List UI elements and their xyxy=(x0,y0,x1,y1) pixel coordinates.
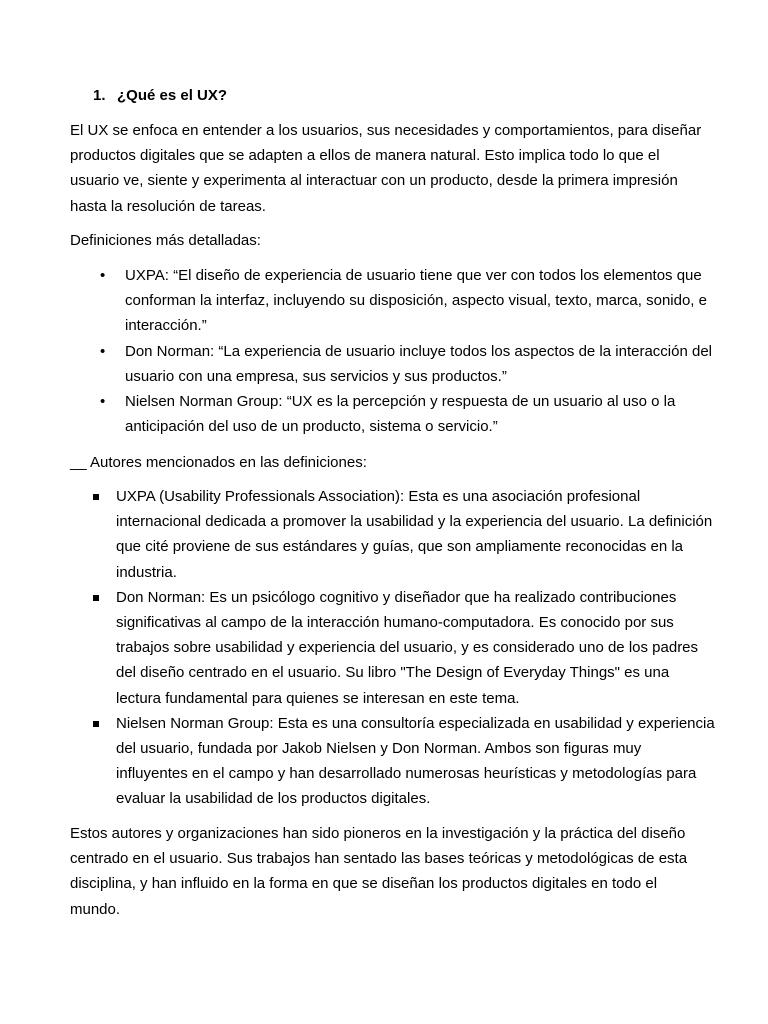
author-item xyxy=(116,585,716,711)
author-text: Nielsen Norman Group: Esta es una consultoría especializada en usabilidad y experiencia del usuario, fundada por Jakob Nielsen y Don Norman. Ambos son figuras muy influyentes en el campo y han desarrollado numerosas heurísticas y metodologías para evaluar la usabilidad de los productos digitales. xyxy=(116,714,715,808)
bullet-icon: • xyxy=(100,342,106,360)
definition-text: UXPA: “El diseño de experiencia de usuario tiene que ver con todos los elementos que conforman la interfaz, incluyendo su disposición, aspecto visual, texto, marca, sonido, e interacción.” xyxy=(125,267,707,335)
intro-paragraph: El UX se enfoca en entender a los usuarios, sus necesidades y comportamientos, para diseñar productos digitales que se adapten a ellos de manera natural. Esto implica todo lo que el usuario ve, siente y experimenta al interactuar con un producto, desde la primera impresión hasta la resolución de tareas. xyxy=(70,122,702,215)
heading-number: 1. xyxy=(93,87,106,104)
definition-item xyxy=(100,263,715,339)
authors-list xyxy=(116,484,716,812)
heading-text: ¿Qué es el UX? xyxy=(117,87,228,104)
definition-item xyxy=(100,389,715,439)
square-bullet-icon xyxy=(93,595,99,601)
definition-text: Nielsen Norman Group: “UX es la percepción y respuesta de un usuario al uso o la anticipación del uso de un producto, sistema o servicio.” xyxy=(125,393,676,436)
square-bullet-icon xyxy=(93,494,99,500)
definitions-label: Definiciones más detalladas: xyxy=(70,232,261,249)
definition-item xyxy=(100,339,715,389)
authors-label: __ Autores mencionados en las definiciones: xyxy=(70,454,367,471)
section-heading xyxy=(93,86,227,106)
author-item xyxy=(116,711,716,812)
square-bullet-icon xyxy=(93,721,99,727)
author-text: UXPA (Usability Professionals Association): Esta es una asociación profesional internacional dedicada a promover la usabilidad y la experiencia del usuario. La definición que cité proviene de sus estándares y guías, que son ampliamente reconocidas en la industria. xyxy=(116,488,713,581)
bullet-icon: • xyxy=(100,393,106,411)
definitions-list xyxy=(100,263,715,439)
definition-text: Don Norman: “La experiencia de usuario incluye todos los aspectos de la interacción del usuario con una empresa, sus servicios y sus productos.” xyxy=(125,342,712,385)
author-text: Don Norman: Es un psicólogo cognitivo y diseñador que ha realizado contribuciones significativas al campo de la interacción humano-computadora. Es conocido por sus trabajos sobre usabilidad y experiencia del usuario, y es considerado uno de los padres del diseño centrado en el usuario. Su libro "The Design of Everyday Things" es una lectura fundamental para quienes se interesan en este tema. xyxy=(116,588,699,707)
author-item xyxy=(116,484,716,585)
conclusion-paragraph: Estos autores y organizaciones han sido pioneros en la investigación y la práctica del diseño centrado en el usuario. Sus trabajos han sentado las bases teóricas y metodológicas de esta disciplina, y han influido en la forma en que se diseñan los productos digitales en todo el mundo. xyxy=(70,825,688,918)
bullet-icon: • xyxy=(100,267,106,284)
